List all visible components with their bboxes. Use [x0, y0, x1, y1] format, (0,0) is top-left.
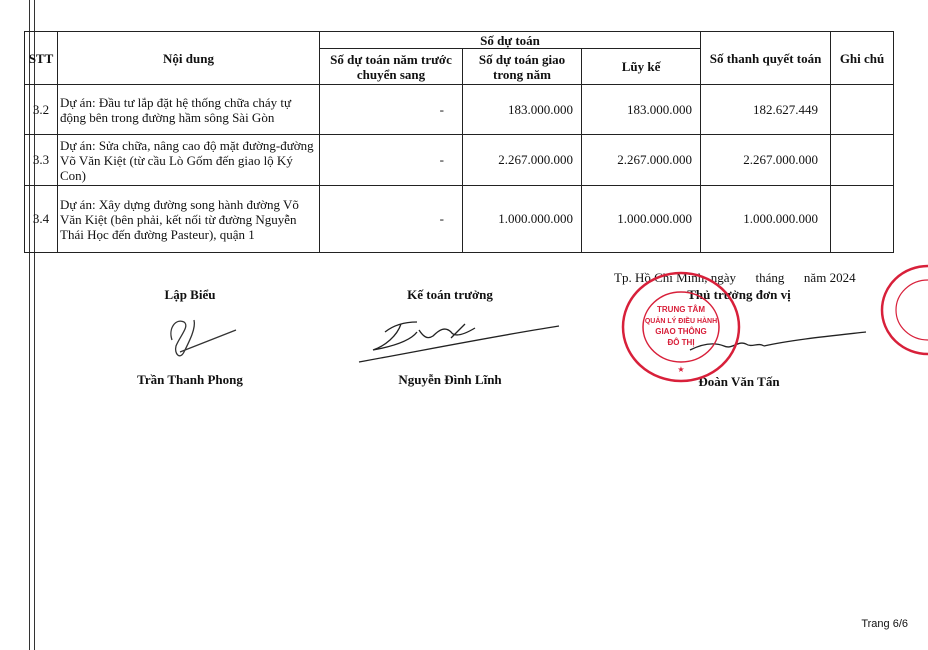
preparer-name: Trần Thanh Phong — [137, 372, 243, 387]
row-cumulative: 183.000.000 — [582, 85, 701, 135]
header-cumulative: Lũy kế — [582, 49, 701, 85]
row-cumulative: 1.000.000.000 — [582, 186, 701, 253]
table-row — [25, 135, 894, 186]
svg-text:TRUNG TÂM: TRUNG TÂM — [657, 305, 705, 314]
row-note — [831, 186, 894, 253]
row-prev-year: - — [320, 135, 463, 186]
row-stt: 3.2 — [25, 85, 58, 135]
row-in-year: 1.000.000.000 — [463, 186, 582, 253]
row-settled: 1.000.000.000 — [701, 186, 831, 253]
official-stamp — [618, 268, 744, 386]
row-settled: 182.627.449 — [701, 85, 831, 135]
row-in-year: 183.000.000 — [463, 85, 582, 135]
row-settled: 2.267.000.000 — [701, 135, 831, 186]
row-content: Dự án: Sửa chữa, nâng cao độ mặt đường-đường Võ Văn Kiệt (từ cầu Lò Gốm đến giao lộ Ký Con) — [58, 135, 320, 186]
row-note — [831, 85, 894, 135]
row-content: Dự án: Đầu tư lắp đặt hệ thống chữa cháy tự động bên trong đường hầm sông Sài Gòn — [58, 85, 320, 135]
partial-stamp-right — [876, 262, 928, 358]
budget-settlement-table — [24, 31, 894, 253]
preparer-signature — [150, 310, 240, 370]
head-of-unit-title: Thủ trưởng đơn vị — [687, 287, 791, 302]
row-content: Dự án: Xây dựng đường song hành đường Võ Văn Kiệt (bên phải, kết nối từ đường Nguyễn Thái Học đến đường Pasteur), quận 1 — [58, 186, 320, 253]
svg-text:GIAO THÔNG: GIAO THÔNG — [655, 327, 707, 336]
svg-text:ĐÔ THỊ: ĐÔ THỊ — [667, 338, 695, 347]
chief-accountant-name: Nguyễn Đình Lĩnh — [398, 372, 502, 387]
row-stt: 3.3 — [25, 135, 58, 186]
header-in-year: Số dự toán giao trong năm — [463, 49, 582, 85]
row-cumulative: 2.267.000.000 — [582, 135, 701, 186]
chief-accountant-signature — [355, 310, 565, 370]
row-note — [831, 135, 894, 186]
head-of-unit-name: Đoàn Văn Tấn — [698, 374, 780, 389]
row-in-year: 2.267.000.000 — [463, 135, 582, 186]
row-prev-year: - — [320, 85, 463, 135]
date-line: Tp. Hồ Chí Minh, ngày tháng năm 2024 — [614, 270, 856, 285]
header-budget-group: Số dự toán — [320, 32, 701, 49]
row-prev-year: - — [320, 186, 463, 253]
table-row — [25, 85, 894, 135]
preparer-title: Lập Biểu — [164, 287, 216, 302]
table-row — [25, 186, 894, 253]
header-settled: Số thanh quyết toán — [701, 32, 831, 85]
header-content: Nội dung — [58, 32, 320, 85]
chief-accountant-title: Kế toán trưởng — [407, 287, 493, 302]
page-number: Trang 6/6 — [861, 618, 908, 630]
svg-text:★: ★ — [677, 365, 685, 374]
table-header-row — [25, 32, 894, 49]
header-note: Ghi chú — [831, 32, 894, 85]
row-stt: 3.4 — [25, 186, 58, 253]
header-prev-year: Số dự toán năm trước chuyển sang — [320, 49, 463, 85]
header-stt: STT — [25, 32, 58, 85]
svg-text:QUẢN LÝ ĐIỀU HÀNH: QUẢN LÝ ĐIỀU HÀNH — [644, 318, 718, 325]
